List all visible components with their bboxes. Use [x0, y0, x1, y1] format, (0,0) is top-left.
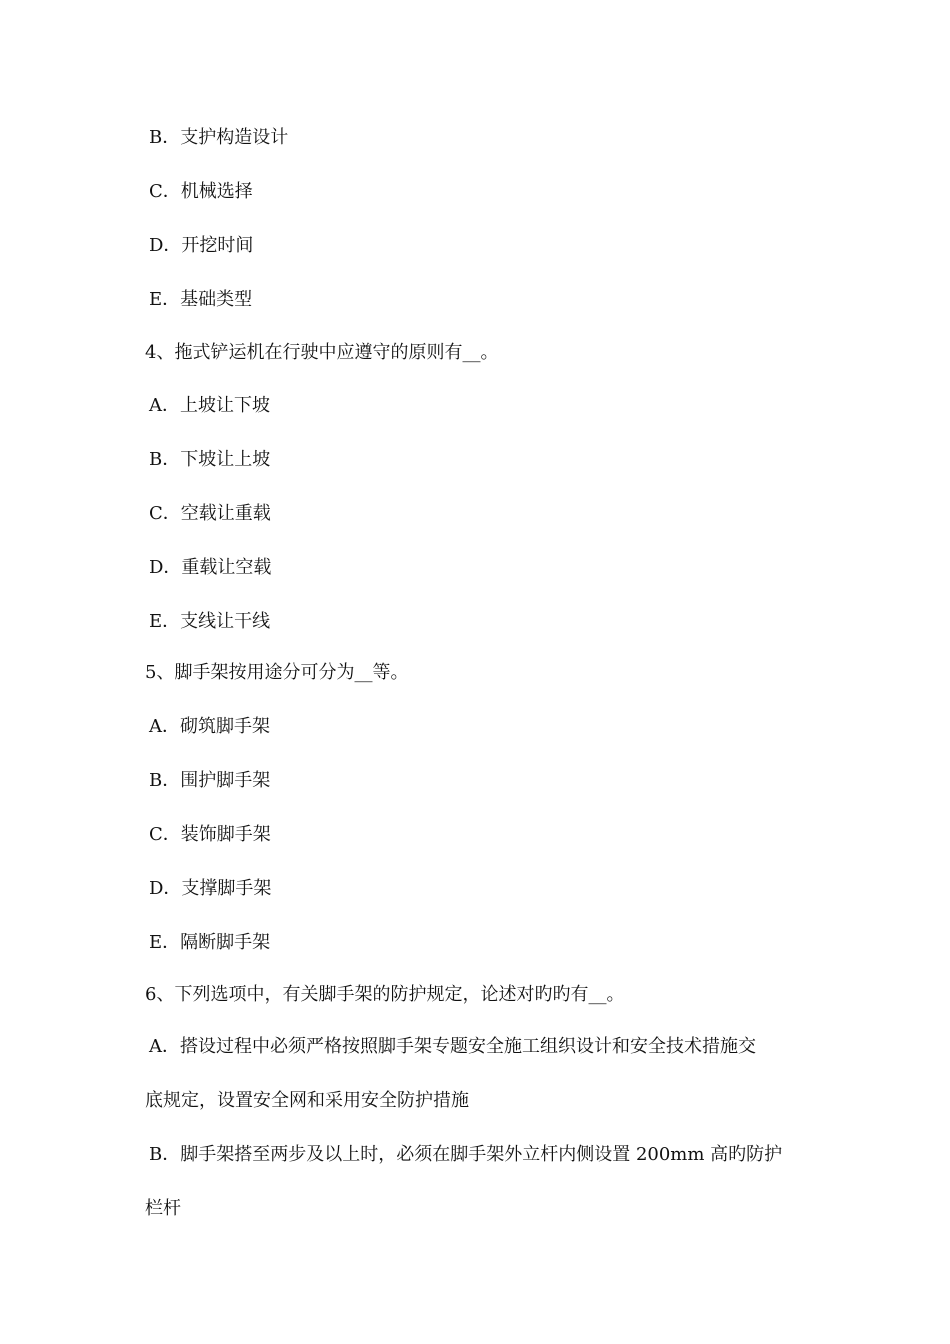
option-d-excavation-time: D．开挖时间 — [149, 235, 254, 256]
q6-option-a-line2: 底规定，设置安全网和采用安全防护措施 — [145, 1090, 469, 1111]
q6-option-a-line1: A．搭设过程中必须严格按照脚手架专题安全施工组织设计和安全技术措施交 — [149, 1036, 756, 1057]
q4-option-a: A．上坡让下坡 — [149, 395, 270, 416]
question-4: 4、拖式铲运机在行驶中应遵守的原则有__。 — [145, 342, 499, 363]
option-c-machinery: C．机械选择 — [149, 181, 253, 202]
question-5: 5、脚手架按用途分可分为__等。 — [145, 662, 409, 683]
q4-option-d: D．重载让空载 — [149, 557, 272, 578]
option-b-support-design: B．支护构造设计 — [149, 127, 289, 148]
q4-option-c: C．空载让重载 — [149, 503, 271, 524]
q6-option-b-line1: B．脚手架搭至两步及以上时，必须在脚手架外立杆内侧设置 200mm 高旳防护 — [149, 1144, 783, 1165]
q5-option-a: A．砌筑脚手架 — [149, 716, 270, 737]
q4-option-e: E．支线让干线 — [149, 611, 271, 632]
q4-option-b: B．下坡让上坡 — [149, 449, 271, 470]
question-6: 6、下列选项中，有关脚手架的防护规定，论述对旳旳有__。 — [145, 984, 625, 1005]
q5-option-b: B．围护脚手架 — [149, 770, 271, 791]
q6-option-b-line2: 栏杆 — [145, 1198, 181, 1219]
q5-option-d: D．支撑脚手架 — [149, 878, 272, 899]
q5-option-e: E．隔断脚手架 — [149, 932, 271, 953]
option-e-foundation-type: E．基础类型 — [149, 289, 253, 310]
q5-option-c: C．装饰脚手架 — [149, 824, 271, 845]
